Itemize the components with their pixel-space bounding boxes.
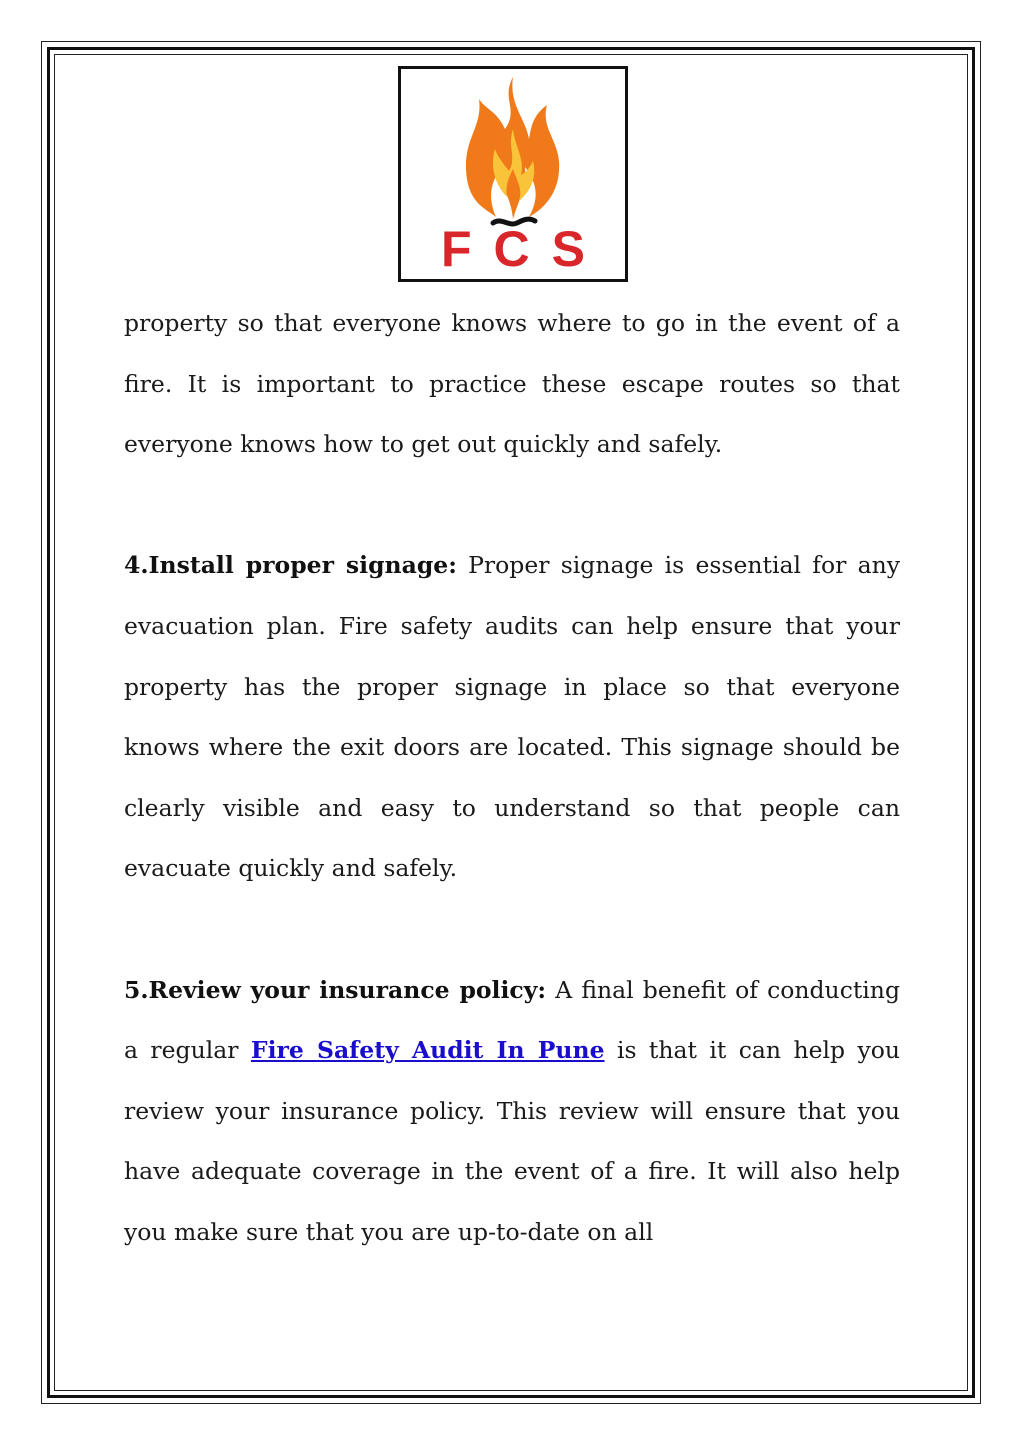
paragraph-text: is that it can help you review your insurance policy. This review will ensure that you have adequate coverage in the event of a fire. It will also help you make sure that you are up-to-date on all xyxy=(124,1036,901,1246)
paragraph-text: A final benefit of conducting a regular xyxy=(124,975,900,1065)
fcs-logo xyxy=(398,66,628,282)
section-heading-signage: 4.Install proper signage: xyxy=(124,551,457,580)
paragraph-insurance xyxy=(124,960,900,1263)
logo-text: FCS xyxy=(441,221,607,277)
paragraph-text: Proper signage is essential for any evacuation plan. Fire safety audits can help ensure that your property has the proper signage in place so that everyone knows where the exit doors are located. This signage should be clearly visible and easy to understand so that people can evacuate quickly and safely. xyxy=(124,551,900,883)
section-heading-insurance: 5.Review your insurance policy: xyxy=(124,975,547,1004)
paragraph-escape-routes xyxy=(124,293,900,475)
fire-safety-audit-link[interactable]: Fire Safety Audit In Pune xyxy=(250,1036,605,1065)
paragraph-signage xyxy=(124,535,900,899)
document-body xyxy=(124,293,900,1263)
paragraph-text: property so that everyone knows where to go in the event of a fire. It is important to practice these escape routes so that everyone knows how to get out quickly and safely. xyxy=(124,309,900,459)
